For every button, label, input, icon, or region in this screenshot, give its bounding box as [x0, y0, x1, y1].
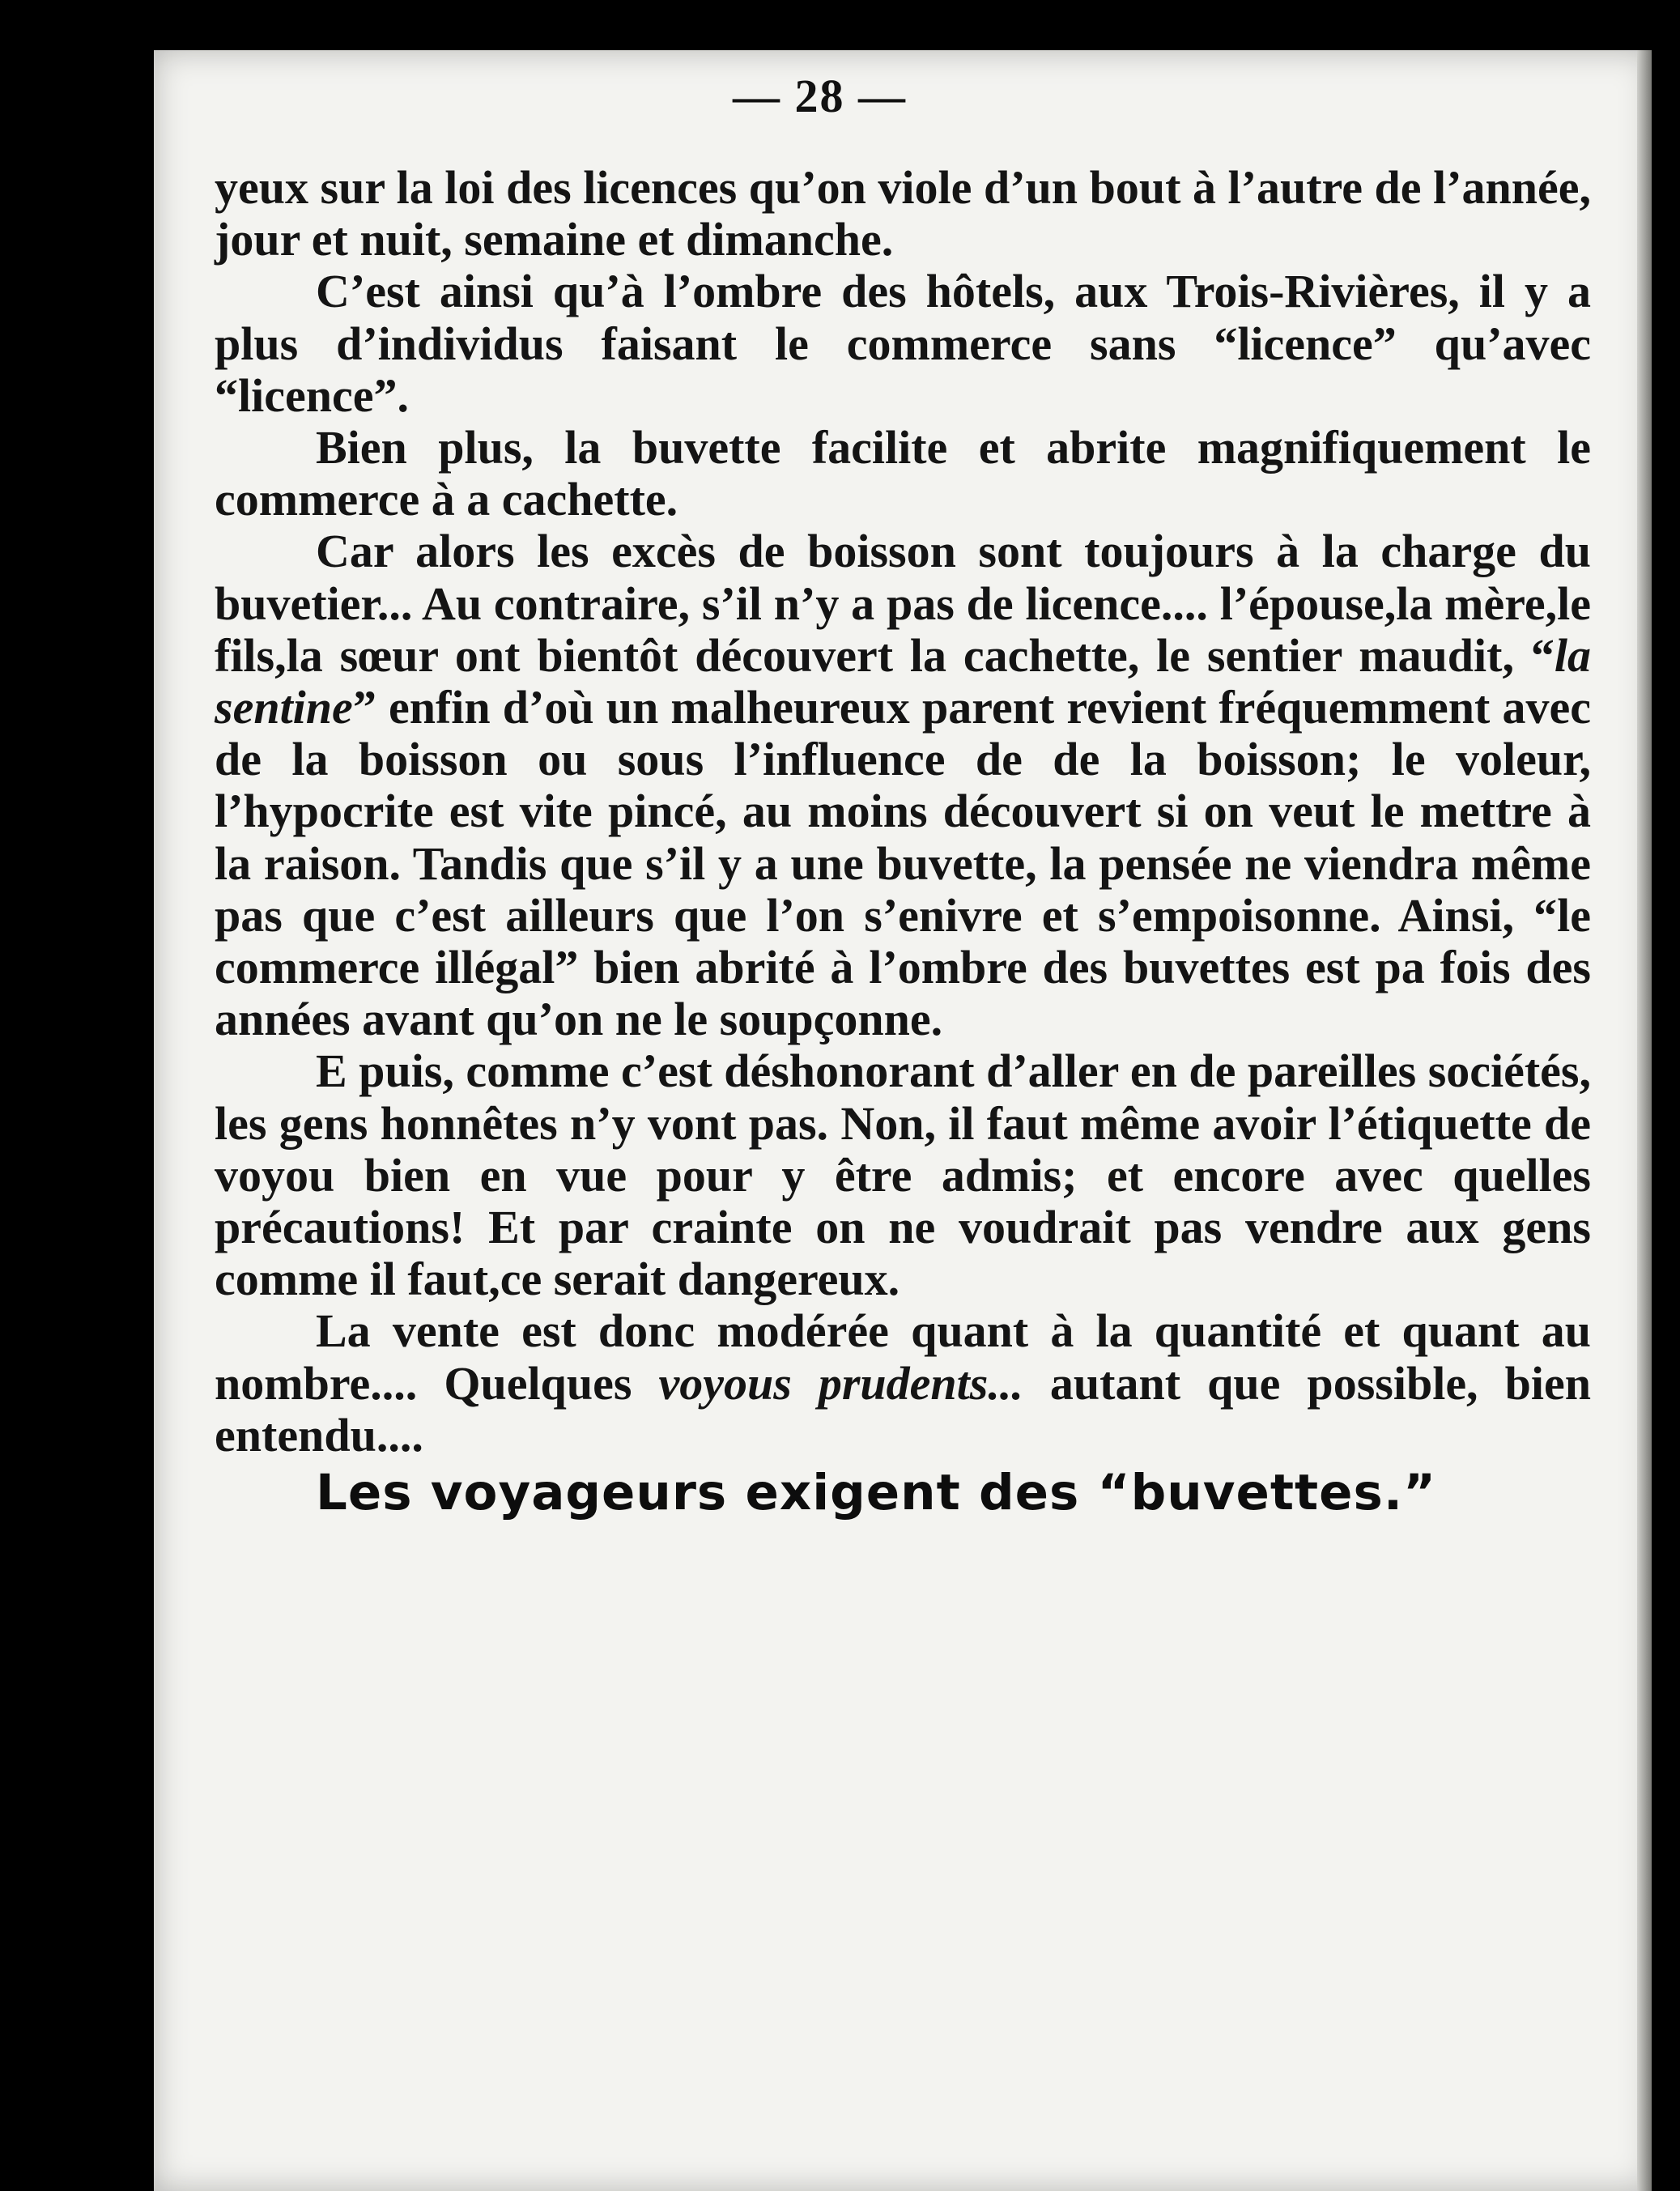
- section-heading: Les voyageurs exigent des “buvettes.”: [316, 1464, 1437, 1522]
- paragraph-6-text-b: autant que possible, bien entendu....: [215, 1356, 1591, 1461]
- paragraph-3: Bien plus, la buvette facilite et abrite magnifiquement le commerce à a cachette.: [215, 421, 1591, 526]
- page-edge: [1637, 50, 1652, 2191]
- paragraph-1: yeux sur la loi des licences qu’on viole d’un bout à l’autre de l’année, jour et nuit, semaine et dimanche.: [215, 161, 1591, 266]
- paragraph-4: [215, 525, 1591, 1045]
- paragraph-4-text-b: ” enfin d’où un malheureux parent revient fréquemment avec de la boisson ou sous l’influence de de la boisson; le voleur, l’hypocrite est vite pincé, au moins découvert si on veut le mettre à la raison. Tandis que s’il y a une buvette, la pensée ne viendra même pas que c’est ailleurs que l’on s’enivre et s’empoisonne. Ainsi, “le commerce illégal” bien abrité à l’ombre des buvettes est pa fois des années avant qu’on ne le soupçonne.: [215, 681, 1591, 1046]
- paragraph-6: [215, 1305, 1591, 1461]
- paragraph-4-italic: la sentine: [215, 628, 1591, 734]
- paragraph-6-text-a: La vente est donc modérée quant à la quantité et quant au nombre.... Quelques: [215, 1304, 1591, 1410]
- paragraph-6-italic: voyous prudents...: [658, 1356, 1023, 1410]
- paragraph-5: E puis, comme c’est déshonorant d’aller en de pareilles sociétés, les gens honnêtes n’y vont pas. Non, il faut même avoir l’étiquette de voyou bien en vue pour y être admis; et encore avec quelles précautions! Et par crainte on ne voudrait pas vendre aux gens comme il faut,ce serait dangereux.: [215, 1044, 1591, 1306]
- paragraph-2: C’est ainsi qu’à l’ombre des hôtels, aux Trois-Rivières, il y a plus d’individus faisant le commerce sans “licence” qu’avec “licence”.: [215, 265, 1591, 422]
- page-body: [215, 162, 1591, 1520]
- paragraph-4-text-a: Car alors les excès de boisson sont toujours à la charge du buvetier... Au contraire, s’il n’y a pas de licence.... l’épouse,la mère,le fils,la sœur ont bientôt découvert la cachette, le sentier maudit, “: [215, 525, 1591, 682]
- page-number: — 28 —: [733, 70, 907, 122]
